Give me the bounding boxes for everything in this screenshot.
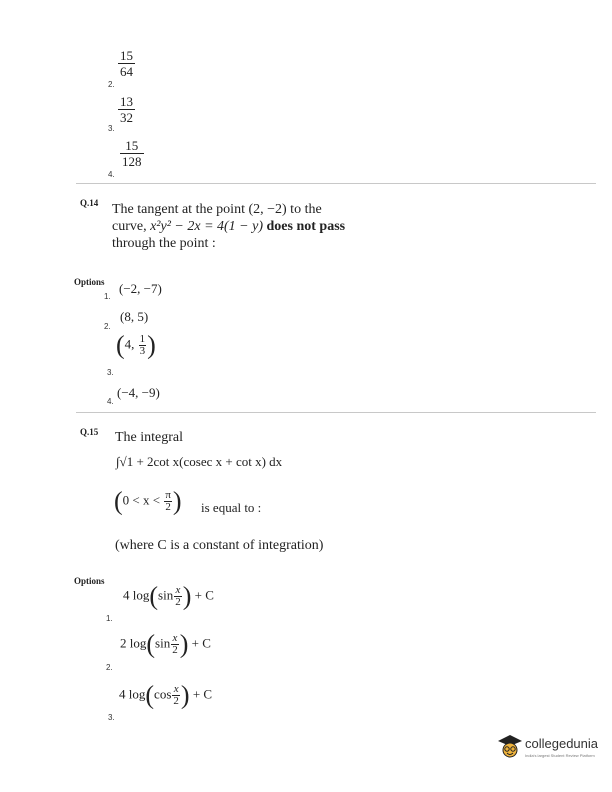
- q14-option-1-number: 1.: [104, 292, 111, 301]
- q15-option-2-coef: 2 log: [120, 635, 147, 651]
- q15-option-1-denominator: 2: [175, 596, 181, 608]
- q15-is-equal: is equal to :: [201, 500, 262, 515]
- q14-option-3-fraction: [139, 334, 147, 357]
- q14-option-2-number: 2.: [104, 322, 111, 331]
- q15-option-2-text: 2 log(sin $\frac{x}{2}$ ) + C: [120, 629, 211, 659]
- q15-options-label: Options: [74, 576, 105, 586]
- q15-option-1-numerator: x: [175, 584, 181, 596]
- prev-option-2-fraction: [118, 48, 135, 79]
- q14-option-1-text: (−2, −7): [119, 281, 162, 296]
- q15-option-3-text: 4 log(cos $\frac{x}{2}$ ) + C: [119, 680, 213, 710]
- q14-option-2-text: (8, 5): [120, 309, 149, 324]
- prev-option-2-denominator: 64: [120, 64, 133, 79]
- q15-condition: (0 < x < $\frac{\pi}{2}$ ): [114, 486, 182, 516]
- q14-option-4-text: (−4, −9): [117, 385, 160, 400]
- q15-option-3-plus: + C: [192, 686, 213, 702]
- q15-option-3-denominator: 2: [173, 695, 179, 707]
- q14-question: [112, 201, 412, 252]
- logo-wordmark: collegedunia: [525, 736, 599, 751]
- q15-option-1-coef: 4 log: [123, 587, 150, 603]
- q15-condition-denominator: 2: [165, 501, 171, 513]
- q14-option-3-prefix: 4,: [124, 336, 135, 352]
- prev-option-3-fraction: [118, 94, 135, 125]
- q15-option-1-plus: + C: [194, 587, 214, 603]
- q14-line3: through the point :: [112, 236, 216, 251]
- graduate-cap-icon: [497, 733, 523, 761]
- q15-option-2-fraction: [171, 633, 179, 656]
- q15-label: Q.15: [80, 427, 99, 437]
- q14-line2-end: does not pass: [263, 219, 346, 234]
- prev-option-4-fraction: [120, 138, 144, 169]
- q14-option-3-text: (4, $\frac{1}{3}$ ): [116, 330, 156, 360]
- prev-option-4-numerator: 15: [125, 138, 139, 153]
- prev-option-4-number: 4.: [108, 170, 115, 179]
- q14-option-4-number: 4.: [107, 397, 114, 406]
- q14-label: Q.14: [80, 198, 99, 208]
- q15-option-3-fn: cos: [154, 686, 172, 702]
- prev-option-4-denominator: 128: [122, 154, 142, 169]
- logo-tagline: India's largest Student Review Platform: [525, 753, 595, 758]
- q15-option-2-fn: sin: [155, 635, 171, 651]
- q15-condition-text: 0 < x <: [122, 492, 161, 508]
- divider-q14-top: [76, 183, 596, 184]
- q14-options-label: Options: [74, 277, 105, 287]
- q15-option-3-numerator: x: [173, 683, 179, 695]
- q15-option-1-number: 1.: [106, 614, 113, 623]
- prev-option-3-numerator: 13: [120, 94, 133, 109]
- q15-option-1-fraction: [174, 585, 182, 608]
- q14-option-3-denominator: 3: [139, 345, 146, 357]
- q14-option-3-number: 3.: [107, 368, 114, 377]
- q14-line1: The tangent at the point (2, −2) to the: [112, 202, 322, 217]
- q14-line2-start: curve,: [112, 219, 151, 234]
- q14-option-3-numerator: 1: [139, 333, 146, 345]
- prev-option-2-numerator: 15: [120, 48, 133, 63]
- q15-option-1-text: 4 log(sin $\frac{x}{2}$ ) + C: [123, 581, 214, 611]
- q15-option-2-plus: + C: [191, 635, 211, 651]
- prev-option-3-denominator: 32: [120, 110, 133, 125]
- q14-equation: x²y² − 2x = 4(1 − y): [150, 219, 264, 234]
- q15-condition-fraction: [164, 490, 172, 513]
- q15-option-3-number: 3.: [108, 713, 115, 722]
- q15-option-3-fraction: [172, 684, 180, 707]
- prev-option-2-number: 2.: [108, 80, 115, 89]
- divider-q15-top: [76, 412, 596, 413]
- collegedunia-logo[interactable]: [497, 733, 607, 763]
- q15-condition-numerator: π: [165, 489, 171, 501]
- q15-option-2-numerator: x: [172, 632, 178, 644]
- q15-option-2-denominator: 2: [172, 644, 178, 656]
- q15-integrand: ∫√1 + 2cot x(cosec x + cot x) dx: [116, 454, 283, 469]
- q15-option-3-coef: 4 log: [119, 686, 146, 702]
- q15-option-1-fn: sin: [158, 587, 174, 603]
- q15-line1: The integral: [115, 430, 184, 445]
- q14-line2: [112, 218, 412, 235]
- q15-option-2-number: 2.: [106, 663, 113, 672]
- q15-where: (where C is a constant of integration): [115, 538, 324, 553]
- prev-option-3-number: 3.: [108, 124, 115, 133]
